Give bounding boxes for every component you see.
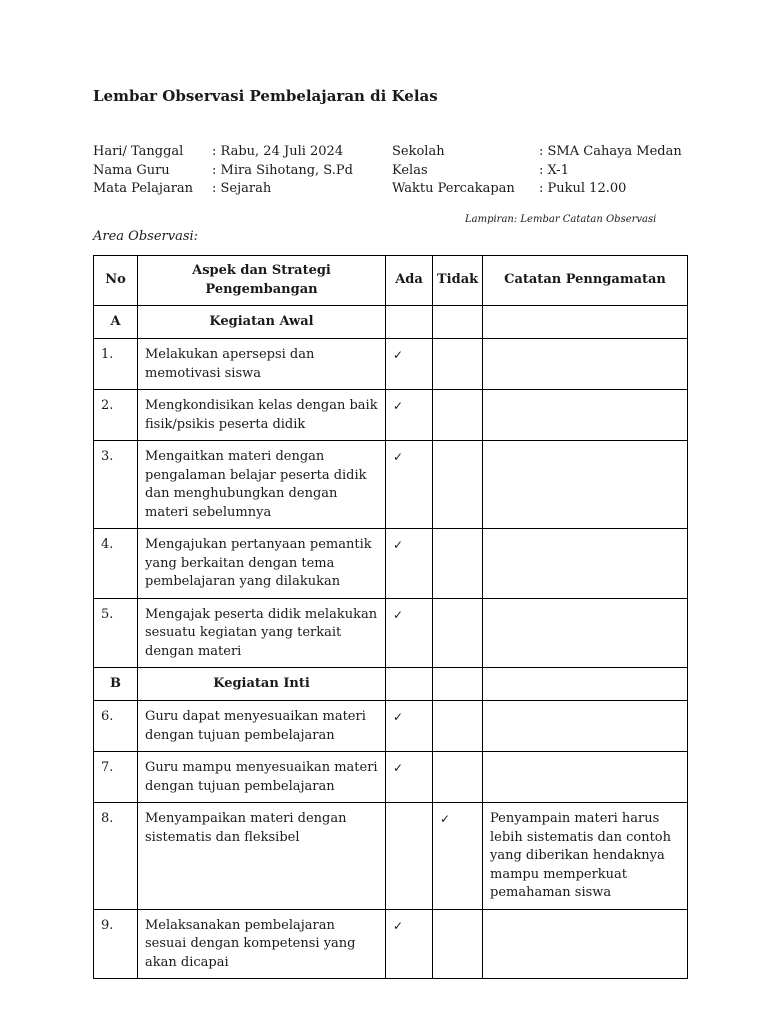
- row-no: 3.: [94, 441, 138, 529]
- row-note: [483, 909, 688, 979]
- info-values-right: [539, 143, 682, 199]
- info-value-school: : SMA Cahaya Medan: [539, 144, 682, 159]
- row-no: 5.: [94, 598, 138, 668]
- table-row: [94, 701, 688, 752]
- row-tidak: [433, 390, 483, 441]
- row-note: Penyampain materi harus lebih sistematis dan contoh yang diberikan hendaknya mampu memperkuat pemahaman siswa: [483, 803, 688, 910]
- info-label-school: Sekolah: [392, 144, 445, 159]
- row-tidak: [433, 909, 483, 979]
- section-title: Kegiatan Inti: [138, 668, 386, 701]
- section-title: Kegiatan Awal: [138, 306, 386, 339]
- header-aspect: Aspek dan Strategi Pengembangan: [138, 256, 386, 306]
- row-note: [483, 529, 688, 599]
- section-letter: A: [94, 306, 138, 339]
- row-tidak: [433, 598, 483, 668]
- row-tidak: [433, 752, 483, 803]
- info-value-day-date: : Rabu, 24 Juli 2024: [212, 144, 344, 159]
- row-aspect: Melakukan apersepsi dan memotivasi siswa: [138, 339, 386, 390]
- header-notes: Catatan Penngamatan: [483, 256, 688, 306]
- row-note: [483, 752, 688, 803]
- info-value-class: : X-1: [539, 162, 569, 178]
- info-labels-right: [392, 143, 515, 199]
- table-row: [94, 441, 688, 529]
- check-icon: ✓: [386, 909, 433, 979]
- header-tidak: Tidak: [433, 256, 483, 306]
- row-aspect: Guru dapat menyesuaikan materi dengan tujuan pembelajaran: [138, 701, 386, 752]
- row-ada: [386, 803, 433, 910]
- table-row: [94, 598, 688, 668]
- table-row: [94, 752, 688, 803]
- row-tidak: [433, 529, 483, 599]
- row-no: 7.: [94, 752, 138, 803]
- row-aspect: Mengajak peserta didik melakukan sesuatu kegiatan yang terkait dengan materi: [138, 598, 386, 668]
- row-note: [483, 339, 688, 390]
- row-no: 8.: [94, 803, 138, 910]
- area-label: Area Observasi:: [93, 229, 199, 244]
- row-note: [483, 390, 688, 441]
- row-aspect: Mengaitkan materi dengan pengalaman belajar peserta didik dan menghubungkan dengan materi sebelumnya: [138, 441, 386, 529]
- table-row: [94, 339, 688, 390]
- info-value-teacher: : Mira Sihotang, S.Pd: [212, 162, 353, 178]
- row-tidak: [433, 441, 483, 529]
- row-no: 2.: [94, 390, 138, 441]
- check-icon: ✓: [386, 701, 433, 752]
- check-icon: ✓: [386, 441, 433, 529]
- info-label-time: Waktu Percakapan: [392, 181, 515, 196]
- row-note: [483, 441, 688, 529]
- row-aspect: Menyampaikan materi dengan sistematis dan fleksibel: [138, 803, 386, 910]
- header-ada: Ada: [386, 256, 433, 306]
- row-note: [483, 598, 688, 668]
- table-row: [94, 909, 688, 979]
- info-label-subject: Mata Pelajaran: [93, 181, 194, 196]
- section-row: [94, 668, 688, 701]
- row-tidak: [433, 701, 483, 752]
- check-icon: ✓: [386, 390, 433, 441]
- check-icon: ✓: [386, 752, 433, 803]
- info-value-time: : Pukul 12.00: [539, 181, 627, 196]
- check-icon: ✓: [386, 598, 433, 668]
- row-aspect: Melaksanakan pembelajaran sesuai dengan kompetensi yang akan dicapai: [138, 909, 386, 979]
- row-aspect: Mengkondisikan kelas dengan baik fisik/psikis peserta didik: [138, 390, 386, 441]
- section-row: [94, 306, 688, 339]
- table-header-row: [94, 256, 688, 306]
- table-row: [94, 390, 688, 441]
- attachment-note: Lampiran: Lembar Catatan Observasi: [465, 214, 657, 225]
- check-icon: ✓: [433, 803, 483, 910]
- row-no: 4.: [94, 529, 138, 599]
- row-no: 1.: [94, 339, 138, 390]
- row-note: [483, 701, 688, 752]
- check-icon: ✓: [386, 529, 433, 599]
- header-no: No: [94, 256, 138, 306]
- observation-table: [93, 255, 688, 979]
- info-value-subject: : Sejarah: [212, 181, 272, 196]
- info-labels-left: [93, 143, 193, 199]
- row-no: 9.: [94, 909, 138, 979]
- info-label-teacher: Nama Guru: [93, 162, 170, 178]
- row-aspect: Guru mampu menyesuaikan materi dengan tujuan pembelajaran: [138, 752, 386, 803]
- table-row: [94, 803, 688, 910]
- row-no: 6.: [94, 701, 138, 752]
- document-title: Lembar Observasi Pembelajaran di Kelas: [93, 87, 438, 105]
- row-aspect: Mengajukan pertanyaan pemantik yang berkaitan dengan tema pembelajaran yang dilakukan: [138, 529, 386, 599]
- section-letter: B: [94, 668, 138, 701]
- row-tidak: [433, 339, 483, 390]
- check-icon: ✓: [386, 339, 433, 390]
- table-row: [94, 529, 688, 599]
- info-label-class: Kelas: [392, 162, 428, 178]
- info-values-left: [212, 143, 353, 199]
- info-label-day-date: Hari/ Tanggal: [93, 144, 184, 159]
